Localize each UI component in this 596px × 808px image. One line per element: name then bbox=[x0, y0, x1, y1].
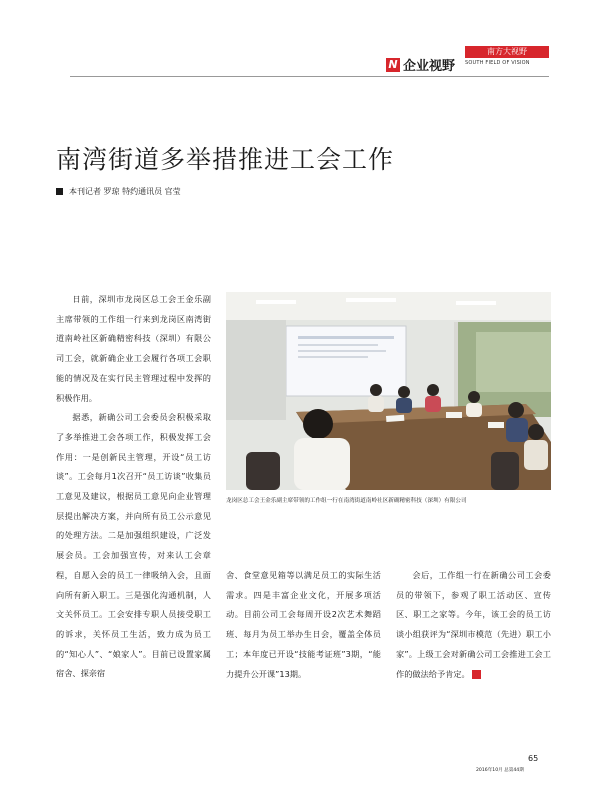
paragraph bbox=[396, 566, 551, 684]
section-brand bbox=[386, 55, 455, 74]
meeting-photo-illustration bbox=[226, 292, 551, 490]
magazine-logo-icon: N bbox=[386, 58, 400, 72]
header-rule bbox=[70, 76, 549, 77]
issue-info: 2016年10月 总第44期 bbox=[476, 768, 524, 773]
page-number: 65 bbox=[528, 754, 539, 763]
column-header bbox=[465, 46, 549, 66]
article-column-3 bbox=[396, 566, 551, 684]
paragraph-text: 会后，工作组一行在新确公司工会委员的带领下，参观了职工活动区、宣传区、职工之家等。今年，该工会的员工访谈小组获评为“深圳市模范（先进）职工小家”。上级工会对新确公司工会推进工会工作的做法给予肯定。 bbox=[396, 570, 551, 679]
byline-text: 本刊记者 罗琼 特约通讯员 官莹 bbox=[69, 187, 181, 196]
paragraph: 日前，深圳市龙岗区总工会王金乐副主席带领的工作组一行来到龙岗区南湾街道南岭社区新确精密科技（深圳）有限公司工会，就新确企业工会履行各项工会职能的情况及在实行民主管理过程中发挥的积极作用。 bbox=[56, 294, 211, 403]
article-title: 南湾街道多举措推进工会工作 bbox=[56, 145, 395, 174]
meeting-photo bbox=[226, 292, 551, 490]
article-column-1 bbox=[56, 290, 211, 684]
article-column-2 bbox=[226, 566, 381, 684]
paragraph: 据悉，新确公司工会委员会积极采取了多举推进工会各项工作，积极发挥工会作用：一是创新民主管理，开设“员工访谈”。工会每月1次召开“员工访谈”收集员工意见及建议，根据员工意见向企业管理层提出解决方案，并向所有员工公示意见的处理方法。二是加强组织建设，广泛发展会员。工会加强宣传，对来认工会章程，自愿入会的员工一律吸纳入会，且面向所有新入职工。三是强化沟通机制，人文关怀员工。工会安排专职人员接受职工的诉求，关怀员工生活，致力成为员工的“知心人”、“娘家人”。目前已设置家属宿舍、探亲宿 bbox=[56, 412, 211, 679]
section-name: 企业视野 bbox=[403, 59, 456, 74]
column-name-en: SOUTH FIELD OF VISION bbox=[465, 60, 530, 66]
bullet-square-icon bbox=[56, 188, 63, 195]
paragraph: 舍、食堂意见箱等以满足员工的实际生活需求。四是丰富企业文化，开展多项活动。目前公司工会每周开设2次艺术舞蹈班、每月为员工举办生日会，覆盖全体员工；本年度已开设“技能考证班”3期，“能力提升公开课”13期。 bbox=[226, 570, 381, 679]
article-byline bbox=[56, 186, 181, 197]
end-mark-icon: N bbox=[472, 670, 481, 679]
column-name: 南方大视野 bbox=[465, 46, 549, 58]
photo-caption: 龙岗区总工会王金乐副主席带领的工作组一行在南湾街道南岭社区新确精密科技（深圳）有限公司 bbox=[226, 498, 467, 504]
